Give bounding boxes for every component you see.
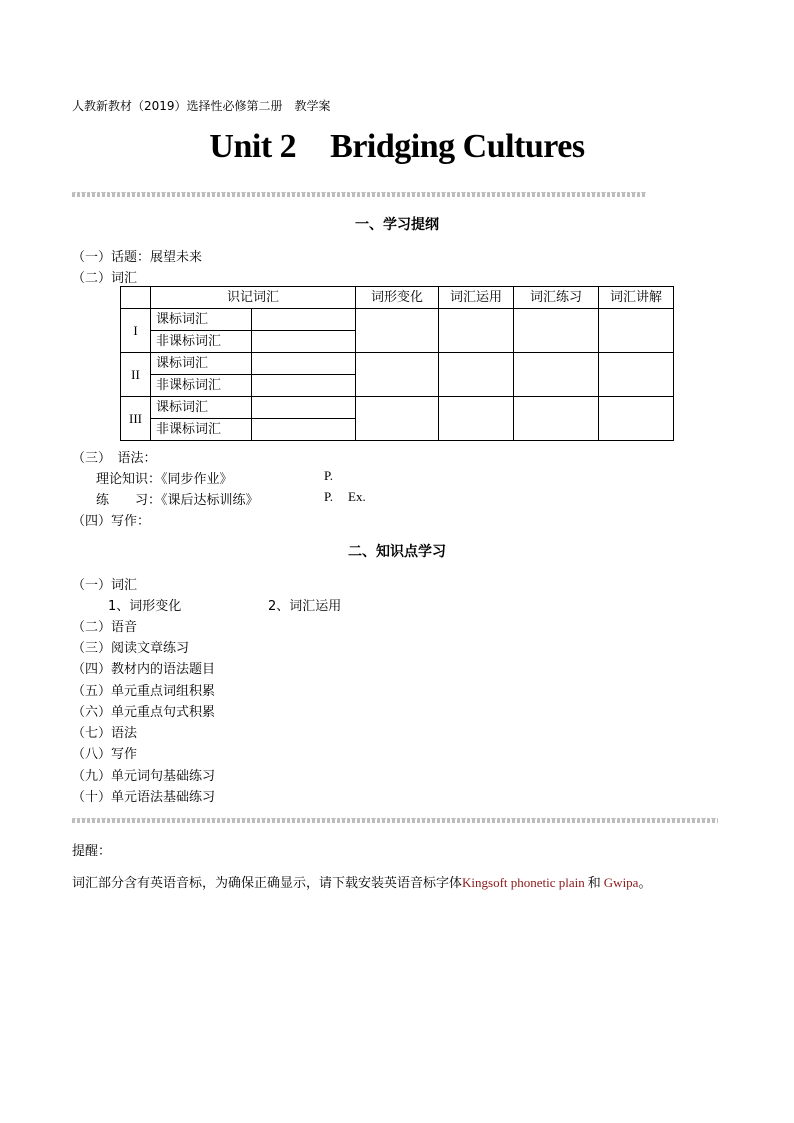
header-word-forms: 词形变化 [356,287,439,309]
group-label-3: III [121,397,151,441]
sub-item-word-usage: 2、词汇运用 [268,599,342,614]
list-item: （二）语音 [72,620,138,635]
reminder-text [72,872,651,891]
table-row [121,309,674,331]
practice-label: 练 习：《课后达标训练》 [96,493,259,508]
section-heading-knowledge: 二、知识点学习 [348,544,446,560]
list-item: （五）单元重点词组积累 [72,684,216,699]
vocab-line: （二）词汇 [72,271,138,286]
bottom-divider [72,818,718,823]
table-row [121,353,674,375]
theory-page: P. [324,468,334,483]
row-label: 课标词汇 [151,309,252,331]
header-word-practice: 词汇练习 [514,287,599,309]
topic-line: （一）话题：展望未来 [72,250,203,265]
list-item: （六）单元重点句式积累 [72,705,216,720]
vocab-table [120,286,674,441]
reminder-end: 。 [638,876,652,891]
list-item: （九）单元词句基础练习 [72,769,216,784]
header-word-explain: 词汇讲解 [599,287,674,309]
section-heading-outline: 一、学习提纲 [355,217,439,233]
row-label: 课标词汇 [151,397,252,419]
practice-ex: Ex. [348,489,366,504]
row-label: 非课标词汇 [151,375,252,397]
group-label-1: I [121,309,151,353]
grammar-line: （三） 语法： [72,451,157,466]
reminder-and: 和 [587,876,601,891]
theory-label: 理论知识：《同步作业》 [96,472,233,487]
title-name: Bridging Cultures [330,128,585,165]
font-link-kingsoft[interactable]: Kingsoft phonetic plain [462,875,585,890]
page-title [0,128,794,166]
font-link-gwipa[interactable]: Gwipa [603,875,639,890]
title-unit: Unit 2 [209,128,297,165]
sub-item-word-forms: 1、词形变化 [108,599,182,614]
reminder-label: 提醒： [72,844,112,859]
practice-page: P. [324,489,334,504]
list-item: （七）语法 [72,726,138,741]
row-label: 非课标词汇 [151,331,252,353]
top-divider [72,192,646,197]
list-item: （四）教材内的语法题目 [72,662,216,677]
writing-line: （四）写作： [72,514,151,529]
row-label: 非课标词汇 [151,419,252,441]
list-item: （八）写作 [72,747,138,762]
list-item: （十）单元语法基础练习 [72,790,216,805]
reminder-body: 词汇部分含有英语音标，为确保正确显示，请下载安装英语音标字体 [72,876,463,891]
header-note: 人教新教材（2019）选择性必修第二册 教学案 [72,99,331,113]
list-item: （一）词汇 [72,578,138,593]
header-memorize: 识记词汇 [151,287,356,309]
list-item: （三）阅读文章练习 [72,641,190,656]
header-word-usage: 词汇运用 [439,287,514,309]
table-row [121,397,674,419]
group-label-2: II [121,353,151,397]
table-header-row [121,287,674,309]
row-label: 课标词汇 [151,353,252,375]
